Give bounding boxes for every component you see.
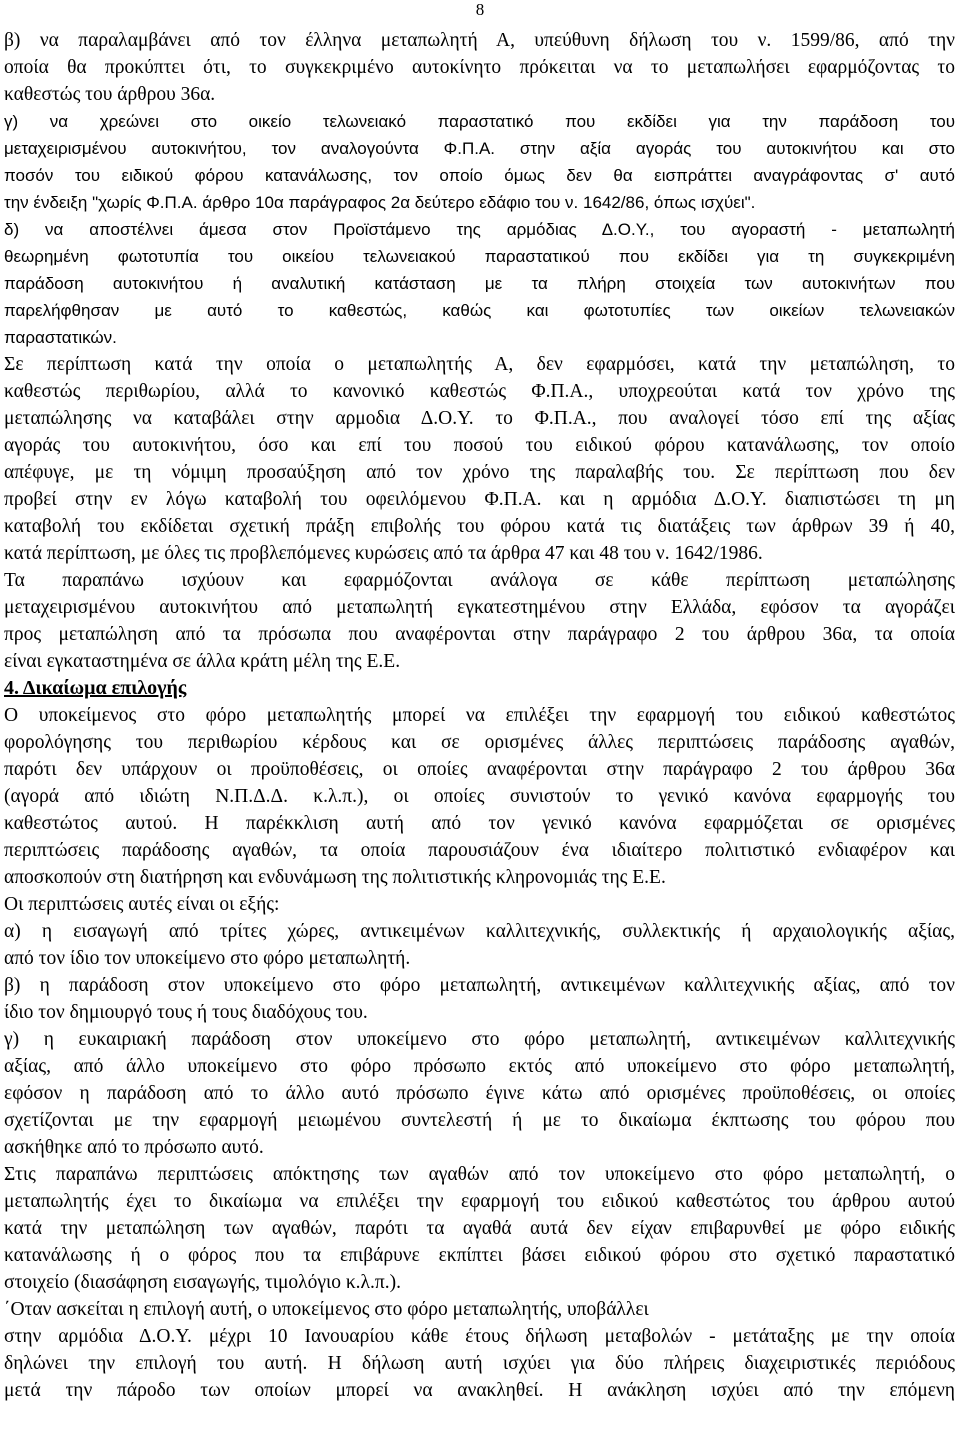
text-line: Ο υποκείμενος στο φόρο μεταπωλητής μπορεί να επιλέξει την εφαρμογή του ειδικού καθεστώτος (4, 705, 955, 726)
text-line: μεταχειρισμένου αυτοκινήτου, τον αναλογούντα Φ.Π.Α. στην αξία αγοράς του αυτοκινήτου και στο (4, 139, 955, 158)
text-line: είναι εγκαταστημένα σε άλλα κράτη μέλη της Ε.Ε. (4, 651, 401, 672)
text-line: παρελήφθησαν με αυτό το καθεστώς, καθώς και φωτοτυπίες των οικείων τελωνειακών (4, 301, 955, 320)
text-line: προς μεταπώληση από τα πρόσωπα που αναφέρονται στην παράγραφο 2 του άρθρου 36α, τα οποία (4, 624, 955, 645)
text-line: παραστατικών. (4, 328, 117, 347)
text-line: εφόσον η παράδοση από το άλλο αυτό πρόσωπο έγινε κάτω από ορισμένες προϋποθέσεις, οι οποίες (4, 1083, 955, 1104)
text-line: σχετίζονται με την εφαρμογή μειωμένου συντελεστή ή με το δικαίωμα έκπτωσης του φόρου που (4, 1110, 955, 1131)
text-line: αποσκοπούν στη διατήρηση και ενδυνάμωση της πολιτιστικής κληρονομιάς της Ε.Ε. (4, 867, 666, 888)
text-line: απέφυγε, με τη νόμιμη προσαύξηση από τον χρόνο της παραλαβής του. Σε περίπτωση που δεν (4, 462, 955, 483)
text-line: αγοράς του αυτοκινήτου, όσο και επί του ποσού του ειδικού φόρου κατανάλωσης, τον οποίο (4, 435, 955, 456)
text-line: καθεστώς του άρθρου 36α. (4, 84, 216, 105)
text-line: περιπτώσεις παράδοσης αγαθών, τα οποία παρουσιάζουν ένα ιδιαίτερο πολιτιστικό ενδιαφέρον και (4, 840, 955, 861)
text-line: την ένδειξη "χωρίς Φ.Π.Α. άρθρο 10α παράγραφος 2α δεύτερο εδάφιο του ν. 1642/86, όπως ισχύει". (4, 193, 756, 212)
text-line: δηλώνει την επιλογή του αυτή. Η δήλωση αυτή ισχύει για δύο πλήρεις διαχειριστικές περιόδους (4, 1353, 955, 1374)
text-line: κατά την μεταπώληση των αγαθών, παρότι τα αγαθά αυτά δεν είχαν επιβαρυνθεί με φόρο ειδικής (4, 1218, 955, 1239)
text-line: κατανάλωσης ή ο φόρος που τα επιβάρυνε εκπίπτει βάσει ειδικού φόρου στο σχετικό παραστατικό (4, 1245, 955, 1266)
text-line: στοιχείο (διασάφηση εισαγωγής, τιμολόγιο κ.λ.π.). (4, 1272, 401, 1293)
text-line: προβεί στην εν λόγω καταβολή του οφειλόμενου Φ.Π.Α. και η αρμόδια Δ.Ο.Υ. διαπιστώσει τη μη (4, 489, 955, 510)
text-line: μεταχειρισμένου αυτοκινήτου από μεταπωλητή εγκατεστημένου στην Ελλάδα, εφόσον τα αγοράζει (4, 597, 955, 618)
text-line: ασκήθηκε από το πρόσωπο αυτό. (4, 1137, 264, 1158)
section-heading: 4. Δικαίωμα επιλογής (4, 677, 187, 699)
text-line: μεταπωλητής έχει το δικαίωμα να επιλέξει την εφαρμογή του ειδικού καθεστώτος του άρθρου αυτού (4, 1191, 955, 1212)
text-line: στην αρμόδια Δ.Ο.Υ. μέχρι 10 Ιανουαρίου κάθε έτους δήλωση μεταβολών - μετάταξης με την οποία (4, 1326, 955, 1347)
text-line: ΄Οταν ασκείται η επιλογή αυτή, ο υποκείμενος στο φόρο μεταπωλητής, υποβάλλει (4, 1299, 649, 1320)
text-line: οποία θα προκύπτει ότι, το συγκεκριμένο αυτοκίνητο πρόκειται να το μεταπωλήσει εφαρμόζοντας το (4, 57, 955, 78)
text-line: ίδιο τον δημιουργό τους ή τους διαδόχους του. (4, 1002, 368, 1023)
text-line: ποσόν του ειδικού φόρου κατανάλωσης, τον οποίο όμως δεν θα εισπράττει αναγράφοντας σ' αυτό (4, 166, 955, 185)
text-line: γ) να χρεώνει στο οικείο τελωνειακό παραστατικό που εκδίδει για την παράδοση του (4, 112, 955, 131)
text-line: παρότι δεν υπάρχουν οι προϋποθέσεις, οι οποίες αναφέρονται στην παράγραφο 2 του άρθρου 36α (4, 759, 955, 780)
text-line: μεταπώλησης να καταβάλει στην αρμοδια Δ.Ο.Υ. το Φ.Π.Α., που αναλογεί τόσο επί της αξίας (4, 408, 955, 429)
text-line: παράδοση αυτοκινήτου ή αναλυτική κατάσταση με τα πλήρη στοιχεία των αυτοκινήτων που (4, 274, 955, 293)
text-line: Στις παραπάνω περιπτώσεις απόκτησης των αγαθών από τον υποκείμενο στο φόρο μεταπωλητή, ο (4, 1164, 955, 1185)
text-line: καθεστώς περιθωρίου, αλλά το κανονικό καθεστώς Φ.Π.Α., υποχρεούται κατά τον χρόνο της (4, 381, 955, 402)
text-line: Τα παραπάνω ισχύουν και εφαρμόζονται ανάλογα σε κάθε περίπτωση μεταπώλησης (4, 570, 955, 591)
text-line: φορολόγησης του περιθωρίου κέρδους και σε ορισμένες άλλες περιπτώσεις παράδοσης αγαθών, (4, 732, 955, 753)
text-line: γ) η ευκαιριακή παράδοση στον υποκείμενο στο φόρο μεταπωλητή, αντικειμένων καλλιτεχνικής (4, 1029, 955, 1050)
text-line: β) η παράδοση στον υποκείμενο στο φόρο μεταπωλητή, αντικειμένων καλλιτεχνικής αξίας, από τον (4, 975, 955, 996)
text-line: Σε περίπτωση κατά την οποία ο μεταπωλητής Α, δεν εφαρμόσει, κατά την μεταπώληση, το (4, 354, 955, 375)
text-line: β) να παραλαμβάνει από τον έλληνα μεταπωλητή Α, υπεύθυνη δήλωση του ν. 1599/86, από την (4, 30, 955, 51)
text-line: α) η εισαγωγή από τρίτες χώρες, αντικειμένων καλλιτεχνικής, συλλεκτικής ή αρχαιολογικής αξίας, (4, 921, 955, 942)
text-line: κατά περίπτωση, με όλες τις προβλεπόμενες κυρώσεις από τα άρθρα 47 και 48 του ν. 1642/1986. (4, 543, 763, 564)
text-line: καταβολή του εκδίδεται σχετική πράξη επιβολής του φόρου κατά τις διατάξεις των άρθρων 39 ή 40, (4, 516, 955, 537)
text-line: αξίας, από άλλο υποκείμενο στο φόρο πρόσωπο εκτός από υποκείμενο στο φόρο μεταπωλητή, (4, 1056, 955, 1077)
text-line: από τον ίδιο τον υποκείμενο στο φόρο μεταπωλητή. (4, 948, 411, 969)
text-line: μετά την πάροδο των οποίων μπορεί να ανακληθεί. Η ανάκληση ισχύει από την επόμενη (4, 1380, 955, 1401)
text-line: δ) να αποστέλνει άμεσα στον Προϊστάμενο της αρμόδιας Δ.Ο.Υ., του αγοραστή - μεταπωλητή (4, 220, 955, 239)
text-line: Οι περιπτώσεις αυτές είναι οι εξής: (4, 894, 280, 915)
text-line: θεωρημένη φωτοτυπία του οικείου τελωνειακού παραστατικού που εκδίδει για τη συγκεκριμένη (4, 247, 955, 266)
text-line: καθεστώτος αυτού. Η παρέκκλιση αυτή από τον γενικό κανόνα εφαρμόζεται σε ορισμένες (4, 813, 955, 834)
text-line: (αγορά από ιδιώτη Ν.Π.Δ.Δ. κ.λ.π.), οι οποίες συνιστούν το γενικό κανόνα εφαρμογής του (4, 786, 955, 807)
page-number: 8 (475, 0, 485, 19)
